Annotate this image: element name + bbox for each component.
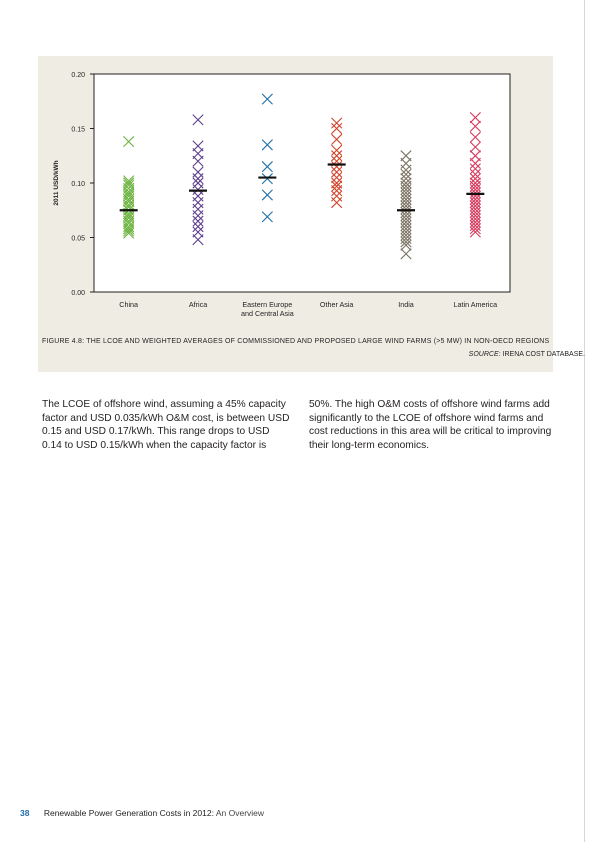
body-text-left-column: The LCOE of offshore wind, assuming a 45% capacity factor and USD 0.035/kWh O&M cost, is between USD 0.15 and USD 0.17/kWh. This range drops to USD 0.14 to USD 0.15/kWh when the capacity factor is (42, 399, 290, 451)
page-footer (20, 808, 264, 818)
x-category-label: Africa (188, 300, 208, 309)
source-label: SOURCE: (468, 351, 501, 358)
page-number: 38 (20, 808, 30, 818)
plot-area (94, 74, 510, 292)
y-tick-label: 0.00 (71, 290, 85, 297)
x-category-label: India (398, 300, 414, 309)
y-tick-label: 0.10 (71, 181, 85, 188)
y-tick-label: 0.20 (71, 72, 85, 79)
figure-caption: FIGURE 4.8: THE LCOE AND WEIGHTED AVERAGES OF COMMISSIONED AND PROPOSED LARGE WIND FARMS (>5 MW) IN NON-OECD REGIONS (42, 338, 550, 345)
x-category-label: Latin America (453, 300, 498, 309)
footer-title: Renewable Power Generation Costs in 2012: (43, 808, 214, 818)
body-text-right-column: 50%. The high O&M costs of offshore wind farms add significantly to the LCOE of offshore wind farms and cost reductions in this area will be critical to improving their long-term economics. (309, 399, 552, 451)
x-category-label: Eastern Europe (242, 300, 293, 309)
source-text: IRENA COST DATABASE. (502, 351, 585, 358)
page-edge-line (584, 0, 585, 842)
figure-source (469, 351, 585, 358)
x-category-label: Other Asia (319, 300, 354, 309)
y-axis-label: 2011 USD/kWh (53, 160, 60, 206)
lcoe-scatter-chart (38, 56, 553, 326)
y-tick-label: 0.05 (71, 235, 85, 243)
figure-panel (38, 56, 553, 372)
footer-subtitle: An Overview (215, 808, 265, 818)
x-category-label: China (119, 300, 139, 309)
x-category-label: and Central Asia (240, 309, 294, 318)
y-tick-label: 0.15 (71, 126, 85, 134)
